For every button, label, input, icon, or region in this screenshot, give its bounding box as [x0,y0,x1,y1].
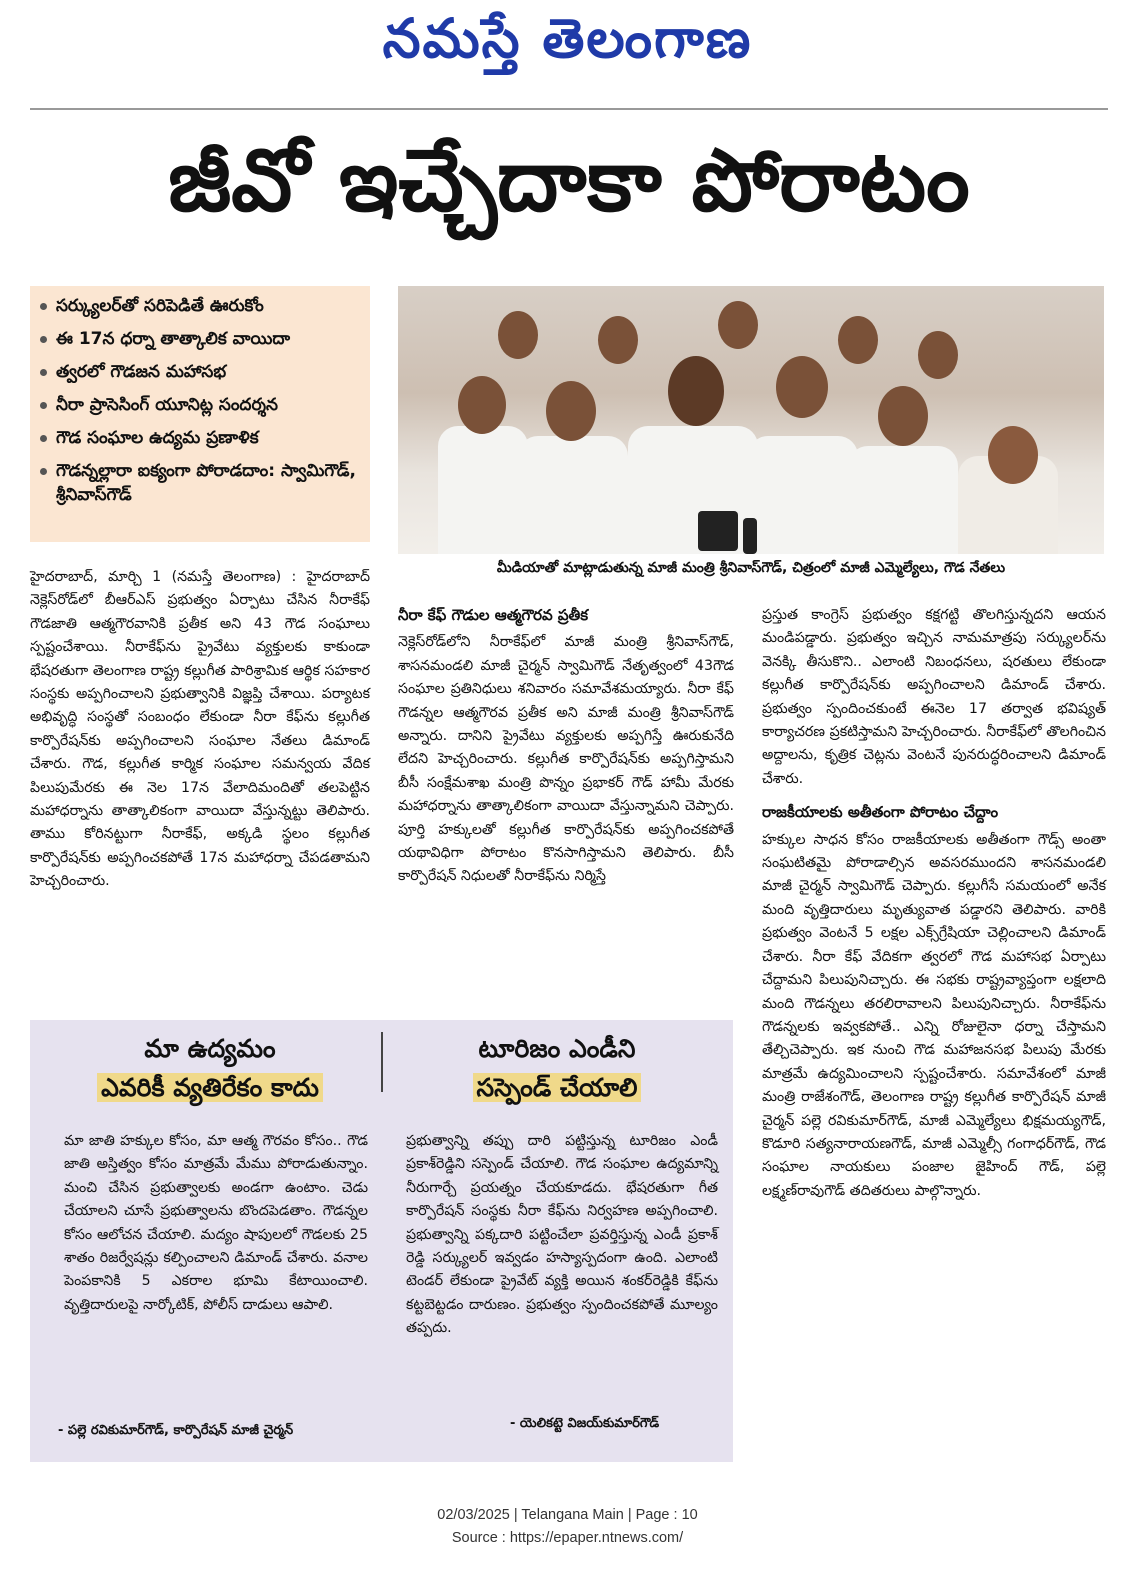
article-column-2 [398,604,734,889]
news-photo [398,286,1104,554]
footer-source: Source : https://epaper.ntnews.com/ [451,1530,684,1546]
box-title-line: మా ఉద్యమం [144,1034,276,1063]
box-title-line: ఎవరికీ వ్యతిరేకం కాదు [97,1073,323,1102]
masthead-rule [30,108,1108,110]
highlight-item [40,327,360,351]
highlights-box [30,286,370,542]
footer-date-page: 02/03/2025 | Telangana Main | Page : 10 [437,1507,698,1523]
highlight-item [40,459,360,507]
box-title-line: టూరిజం ఎండీని [478,1034,636,1063]
box-left-signature: - పల్లె రవికుమార్‌గౌడ్, కార్పొరేషన్ మాజీ చైర్మన్ [58,1423,294,1438]
highlight-text: సర్క్యులర్‌తో సరిపెడితే ఊరుకోం [56,296,264,316]
highlight-text: ఈ 17న ధర్నా తాత్కాలిక వాయిదా [56,329,291,349]
bullet-icon [40,303,47,310]
article-paragraph: హక్కుల సాధన కోసం రాజకీయాలకు అతీతంగా గౌడ్స్ అంతా సంఘటితమై పోరాడాల్సిన అవసరముందని శాసనమండలి మాజీ చైర్మన్ స్వామిగౌడ్ చెప్పారు. కల్లుగీసే సమయంలో అనేక మంది వృత్తిదారులు మృత్యువాత పడ్డారని తెలిపారు. వారికి ప్రభుత్వం వెంటనే 5 లక్షల ఎక్స్‌గ్రేషియా చెల్లించాలని డిమాండ్ చేశారు. నీరా కేఫ్ వేదికగా త్వరలో గౌడ మహాసభ ఏర్పాటు చేద్దామని పిలుపునిచ్చారు. ఈ సభకు రాష్ట్రవ్యాప్తంగా లక్షలాది మంది గౌడన్నలు తరలిరావాలని పిలుపునిచ్చారు. నీరాకేఫ్‌ను గౌడన్నలకు ఇవ్వకపోతే.. ఎన్ని రోజులైనా ధర్నా చేస్తామని తేల్చిచెప్పారు. ఇక నుంచి గౌడ మహాజనసభ పిలుపు మేరకు మాత్రమే ఉద్యమించాలని స్పష్టంచేశారు. సమావేశంలో మాజీ మంత్రి రాజేశంగౌడ్, తెలంగాణ రాష్ట్ర కల్లుగీత కార్పొరేషన్ మాజీ చైర్మన్ పల్లె రవికుమార్‌గౌడ్, మాజీ ఎమ్మెల్యేలు భిక్షమయ్యగౌడ్, కొడూరి సత్యనారాయణగౌడ్, మాజీ ఎమ్మెల్సీ గంగాధర్‌గౌడ్, గౌడ సంఘాల నాయకులు పంజాల జైహింద్ గౌడ్, పల్లె లక్ష్మణ్‌రావుగౌడ్ తదితరులు పాల్గొన్నారు. [762,831,1106,1199]
article-paragraph: హైదరాబాద్, మార్చి 1 (నమస్తే తెలంగాణ) : హైదరాబాద్ నెక్లెస్‌రోడ్‌లో బీఆర్‌ఎస్ ప్రభుత్వం ఏర్పాటు చేసిన నీరాకేఫ్ గౌడజాతి ఆత్మగౌరవానికి ప్రతీక అని 43 గౌడ సంఘాలు స్పష్టంచేశాయి. నీరాకేఫ్‌ను ప్రైవేటు వ్యక్తులకు కాకుండా భేషరతుగా తెలంగాణ రాష్ట్ర కల్లుగీత పారిశ్రామిక ఆర్థిక సహకార సంస్థకు అప్పగించాలని ప్రభుత్వానికి విజ్ఞప్తి చేశాయి. పర్యాటక అభివృద్ధి సంస్థతో సంబంధం లేకుండా నీరా కేఫ్‌ను కల్లుగీత కార్పొరేషన్‌కు అప్పగించాలని సంఘాల నేతలు డిమాండ్ చేశారు. గౌడ, కల్లుగీత కార్మిక సంఘాల సమన్వయ వేదిక పిలుపుమేరకు ఈ నెల 17న వేలాదిమందితో తలపెట్టిన మహాధర్నాను తాత్కాలికంగా వాయిదా వేస్తున్నట్టు తెలిపారు. తాము కోరినట్టుగా నీరాకేఫ్, అక్కడి స్థలం కల్లుగీత కార్పొరేషన్‌కు అప్పగించకపోతే 17న మహాధర్నా చేపడతామని హెచ్చరించారు. [30,569,370,890]
box-right-text: ప్రభుత్వాన్ని తప్పు దారి పట్టిస్తున్న టూరిజం ఎండీ ప్రకాశ్‌రెడ్డిని సస్పెండ్ చేయాలి. గౌడ సంఘాల ఉద్యమాన్ని నీరుగార్చే ప్రయత్నం చేయకూడదు. భేషరతుగా గీత కార్పొరేషన్ సంస్థకు నీరా కేఫ్‌ను నిర్వహణ అప్పగించాలి. ప్రభుత్వాన్ని పక్కదారి పట్టించేలా ప్రవర్తిస్తున్న ఎండీ ప్రకాశ్ రెడ్డి సర్క్యులర్ ఇవ్వడం హస్యాస్పదంగా ఉంది. ఎలాంటి టెండర్ లేకుండా ప్రైవేట్ వ్యక్తి అయిన శంకర్‌రెడ్డికి కేఫ్‌ను కట్టబెట్టడం దారుణం. ప్రభుత్వం స్పందించకపోతే మూల్యం తప్పదు. [406,1133,718,1337]
article-paragraph: ప్రస్తుత కాంగ్రెస్ ప్రభుత్వం కక్షగట్టి తొలగిస్తున్నదని ఆయన మండిపడ్డారు. ప్రభుత్వం ఇచ్చిన నామమాత్రపు సర్క్యులర్‌ను వెనక్కి తీసుకొని.. ఎలాంటి నిబంధనలు, షరతులు లేకుండా కల్లుగీత కార్పొరేషన్‌కు అప్పగించాలని డిమాండ్ చేశారు. ప్రభుత్వం స్పందించకుంటే ఈనెల 17 తర్వాత భవిష్యత్ కార్యాచరణ ప్రకటిస్తామని హెచ్చరించారు. నీరాకేఫ్‌లో తొలగించిన అద్దాలను, కృత్రిక చెట్లను వెంటనే పునరుద్ధరించాలని డిమాండ్ చేశారు. [762,607,1106,787]
bullet-icon [40,369,47,376]
headline: జీవో ఇచ్చేదాకా పోరాటం [168,131,970,231]
box-left-text: మా జాతి హక్కుల కోసం, మా ఆత్మ గౌరవం కోసం.. గౌడ జాతి అస్తిత్వం కోసం మాత్రమే మేము పోరాడుతున్నాం. మంచి చేసిన ప్రభుత్వాలకు అండగా ఉంటాం. చెడు చేయాలని చూసే ప్రభుత్వాలను బొందపెడతాం. గౌడన్నల కోసం ఆలోచన చేయాలి. మద్యం షాపులలో గౌడలకు 25 శాతం రిజర్వేషన్లు కల్పించాలని డిమాండ్ చేశారు. వనాల పెంపకానికి 5 ఎకరాల భూమి కేటాయించాలి. వృత్తిదారులపై నార్కోటిక్, పోలీస్ దాడులు ఆపాలి. [64,1133,368,1313]
bullet-icon [40,336,47,343]
highlight-item [40,294,360,318]
box-left-title [40,1030,380,1108]
masthead-logo: నమస్తే తెలంగాణ [382,6,753,70]
article-paragraph: నెక్లెస్‌రోడ్‌లోని నీరాకేఫ్‌లో మాజీ మంత్రి శ్రీనివాస్‌గౌడ్, శాసనమండలి మాజీ చైర్మన్ స్వామిగౌడ్ నేతృత్వంలో 43గౌడ సంఘాల ప్రతినిధులు శనివారం సమావేశమయ్యారు. నీరా కేఫ్ గౌడన్నల ఆత్మగౌరవ ప్రతీక అని మాజీ మంత్రి శ్రీనివాస్‌గౌడ్ అన్నారు. దానిని ప్రైవేటు వ్యక్తులకు అప్పగిస్తే ఊరుకునేది లేదని హెచ్చరించారు. కల్లుగీత కార్పొరేషన్‌కు అప్పగిస్తామని బీసీ సంక్షేమశాఖ మంత్రి పొన్నం ప్రభాకర్ గౌడ్ హామీ మేరకు మహాధర్నాను తాత్కాలికంగా వాయిదా వేస్తున్నామని చెప్పారు. పూర్తి హక్కులతో కల్లుగీత కార్పొరేషన్‌కు అప్పగించకపోతే యథావిధిగా పోరాటం కొనసాగిస్తామని తెలిపారు. బీసీ కార్పొరేషన్ నిధులతో నీరాకేఫ్‌ను నిర్మిస్తే [398,634,734,885]
box-right-title [392,1030,722,1108]
subheading: నీరా కేఫ్ గౌడుల ఆత్మగౌరవ ప్రతీక [398,606,589,624]
subheading: రాజకీయాలకు అతీతంగా పోరాటం చేద్దాం [762,803,999,822]
highlight-text: గౌడ సంఘాల ఉద్యమ ప్రణాళిక [56,428,259,448]
highlight-item [40,393,360,417]
highlight-item [40,426,360,450]
article-column-3 [762,604,1106,1203]
highlight-text: గౌడన్నల్లారా ఐక్యంగా పోరాడదాం: స్వామిగౌడ్, శ్రీనివాస్‌గౌడ్ [56,461,356,505]
highlight-text: త్వరలో గౌడజన మహాసభ [56,362,227,382]
box-divider [381,1032,383,1092]
bullet-icon [40,468,47,475]
box-title-line: సస్పెండ్ చేయాలి [473,1073,642,1102]
photo-caption: మీడియాతో మాట్లాడుతున్న మాజీ మంత్రి శ్రీనివాస్‌గౌడ్, చిత్రంలో మాజీ ఎమ్మెల్యేలు, గౌడ నేతలు [496,560,1006,576]
article-column-1 [30,566,370,894]
highlight-text: నీరా ప్రాసెసింగ్ యూనిట్ల సందర్శన [56,395,278,415]
bullet-icon [40,435,47,442]
box-right-signature: - యెలికట్టె విజయ్‌కుమార్‌గౌడ్ [510,1416,660,1431]
bullet-icon [40,402,47,409]
highlight-item [40,360,360,384]
